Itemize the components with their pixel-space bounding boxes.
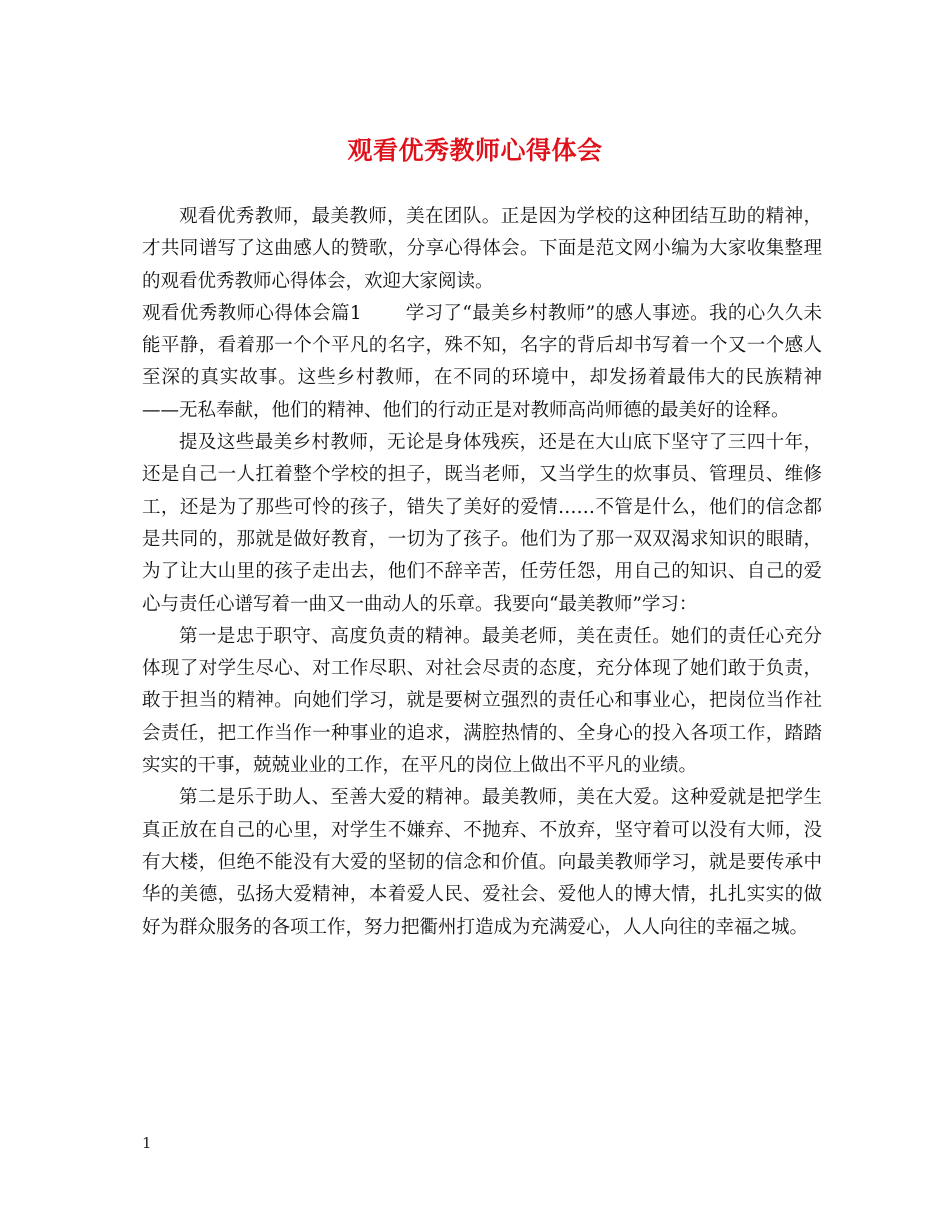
section-paragraph-1 xyxy=(142,298,822,427)
document-title: 观看优秀教师心得体会 xyxy=(347,136,603,165)
page-number: 1 xyxy=(142,1134,152,1152)
intro-paragraph: 观看优秀教师，最美教师，美在团队。正是因为学校的这种团结互助的精神，才共同谱写了这曲感人的赞歌，分享心得体会。下面是范文网小编为大家收集整理的观看优秀教师心得体会，欢迎大家阅读。 xyxy=(142,206,822,292)
body-paragraph: 第二是乐于助人、至善大爱的精神。最美教师，美在大爱。这种爱就是把学生真正放在自己的心里，对学生不嫌弃、不抛弃、不放弃，坚守着可以没有大师，没有大楼，但绝不能没有大爱的坚韧的信念和价值。向最美教师学习，就是要传承中华的美德，弘扬大爱精神，本着爱人民、爱社会、爱他人的博大情，扎扎实实的做好为群众服务的各项工作，努力把衢州打造成为充满爱心，人人向往的幸福之城。 xyxy=(142,787,822,938)
section-first-paragraph: 学习了“最美乡村教师”的感人事迹。我的心久久未能平静，看着那一个个平凡的名字，殊不知，名字的背后却书写着一个又一个感人至深的真实故事。这些乡村教师，在不同的环境中，却发扬着最伟大的民族精神——无私奉献，他们的精神、他们的行动正是对教师高尚师德的最美好的诠释。 xyxy=(142,302,823,421)
document-body xyxy=(142,201,822,944)
section-heading: 观看优秀教师心得体会篇1 xyxy=(142,302,362,324)
body-paragraph: 提及这些最美乡村教师，无论是身体残疾，还是在大山底下坚守了三四十年，还是自己一人扛着整个学校的担子，既当老师，又当学生的炊事员、管理员、维修工，还是为了那些可怜的孩子，错失了美好的爱情……不管是什么，他们的信念都是共同的，那就是做好教育，一切为了孩子。他们为了那一双双渴求知识的眼睛，为了让大山里的孩子走出去，他们不辞辛苦，任劳任怨，用自己的知识、自己的爱心与责任心谱写着一曲又一曲动人的乐章。我要向“最美教师”学习： xyxy=(142,432,822,615)
body-paragraph: 第一是忠于职守、高度负责的精神。最美老师，美在责任。她们的责任心充分体现了对学生尽心、对工作尽职、对社会尽责的态度，充分体现了她们敢于负责，敢于担当的精神。向她们学习，就是要树立强烈的责任心和事业心，把岗位当作社会责任，把工作当作一种事业的追求，满腔热情的、全身心的投入各项工作，踏踏实实的干事，兢兢业业的工作，在平凡的岗位上做出不平凡的业绩。 xyxy=(142,625,822,777)
